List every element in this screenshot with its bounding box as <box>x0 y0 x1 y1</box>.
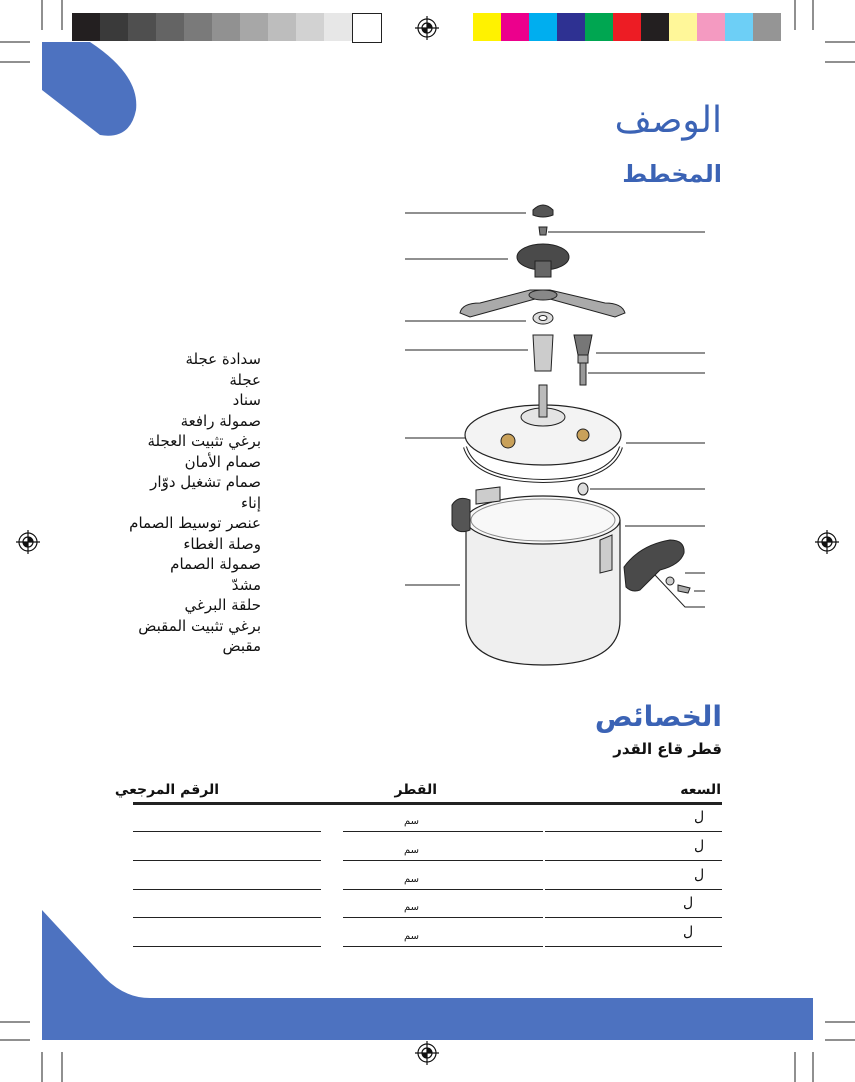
row-rule <box>545 831 722 832</box>
row-rule <box>133 917 321 918</box>
row-rule <box>343 860 543 861</box>
legend-item: مقبض <box>222 637 261 655</box>
unit-cm: سم <box>404 816 420 827</box>
row-rule <box>545 889 722 890</box>
legend-item: عجلة <box>229 370 261 389</box>
col-diameter: القطر <box>394 782 437 798</box>
wheel-screw <box>539 227 547 235</box>
legend-item: برغي تثبيت المقبض <box>138 616 261 635</box>
screw-ring <box>578 483 588 495</box>
diagram-heading: المخطط <box>622 160 722 188</box>
gray-swatch <box>268 13 296 41</box>
gray-swatch <box>184 13 212 41</box>
color-swatch <box>557 13 585 41</box>
unit-cm: سم <box>404 845 420 856</box>
safety-valve <box>574 335 592 355</box>
legend-item: وصلة الغطاء <box>183 534 261 553</box>
color-swatch <box>753 13 781 41</box>
gray-swatch <box>100 13 128 41</box>
legend-item: حلقة البرغي <box>184 596 261 614</box>
color-swatch <box>697 13 725 41</box>
unit-liter: ل <box>683 895 694 911</box>
row-rule <box>343 831 543 832</box>
color-swatch <box>641 13 669 41</box>
row-rule <box>133 889 321 890</box>
legend-item: صمولة الصمام <box>170 555 261 573</box>
gray-swatch <box>324 13 352 41</box>
pressure-cooker-diagram <box>400 195 720 675</box>
legend-item: إناء <box>241 493 261 512</box>
row-rule <box>343 946 543 947</box>
legend-item: سناد <box>232 391 261 409</box>
unit-liter: ل <box>683 924 694 940</box>
handle <box>624 540 684 591</box>
footer-band <box>42 910 813 1040</box>
col-reference: الرقم المرجعي <box>114 782 219 798</box>
row-rule <box>133 946 321 947</box>
valve-nut <box>580 363 586 385</box>
gray-swatch <box>240 13 268 41</box>
specs-subheading: قطر قاع القدر <box>613 740 722 758</box>
gray-swatch <box>72 13 100 41</box>
page-title: الوصف <box>614 100 722 141</box>
parts-legend <box>129 349 261 657</box>
specs-heading: الخصائص <box>594 700 722 733</box>
legend-item: صمام تشغيل دوّار <box>150 473 261 491</box>
row-rule <box>133 831 321 832</box>
table-header-rule <box>133 802 722 805</box>
unit-cm: سم <box>404 874 420 885</box>
legend-item: مشدّ <box>231 575 261 594</box>
legend-item: صمولة رافعة <box>180 411 261 430</box>
color-swatch <box>613 13 641 41</box>
unit-liter: ل <box>694 838 705 854</box>
color-swatch <box>501 13 529 41</box>
color-swatch <box>473 13 501 41</box>
color-swatch <box>669 13 697 41</box>
wheel-cap <box>533 205 553 217</box>
row-rule <box>133 860 321 861</box>
row-rule <box>343 917 543 918</box>
legend-item: سدادة عجلة <box>185 350 261 368</box>
color-swatch <box>725 13 753 41</box>
col-capacity: السعه <box>680 782 721 798</box>
unit-cm: سم <box>404 902 420 913</box>
unit-cm: سم <box>404 931 420 942</box>
gray-swatch <box>352 13 382 43</box>
valve-centering <box>533 335 553 371</box>
color-swatch <box>529 13 557 41</box>
top-corner-tab <box>42 42 136 136</box>
legend-item: صمام الأمان <box>184 452 261 471</box>
gray-swatch <box>128 13 156 41</box>
color-swatch <box>585 13 613 41</box>
gray-swatch <box>212 13 240 41</box>
row-rule <box>545 946 722 947</box>
legend-item: عنصر توسيط الصمام <box>129 514 261 532</box>
row-rule <box>545 860 722 861</box>
row-rule <box>545 917 722 918</box>
row-rule <box>343 889 543 890</box>
legend-item: برغي تثبيت العجلة <box>147 432 261 450</box>
gray-swatch <box>156 13 184 41</box>
unit-liter: ل <box>694 867 705 883</box>
unit-liter: ل <box>694 809 705 825</box>
gray-swatch <box>296 13 324 41</box>
